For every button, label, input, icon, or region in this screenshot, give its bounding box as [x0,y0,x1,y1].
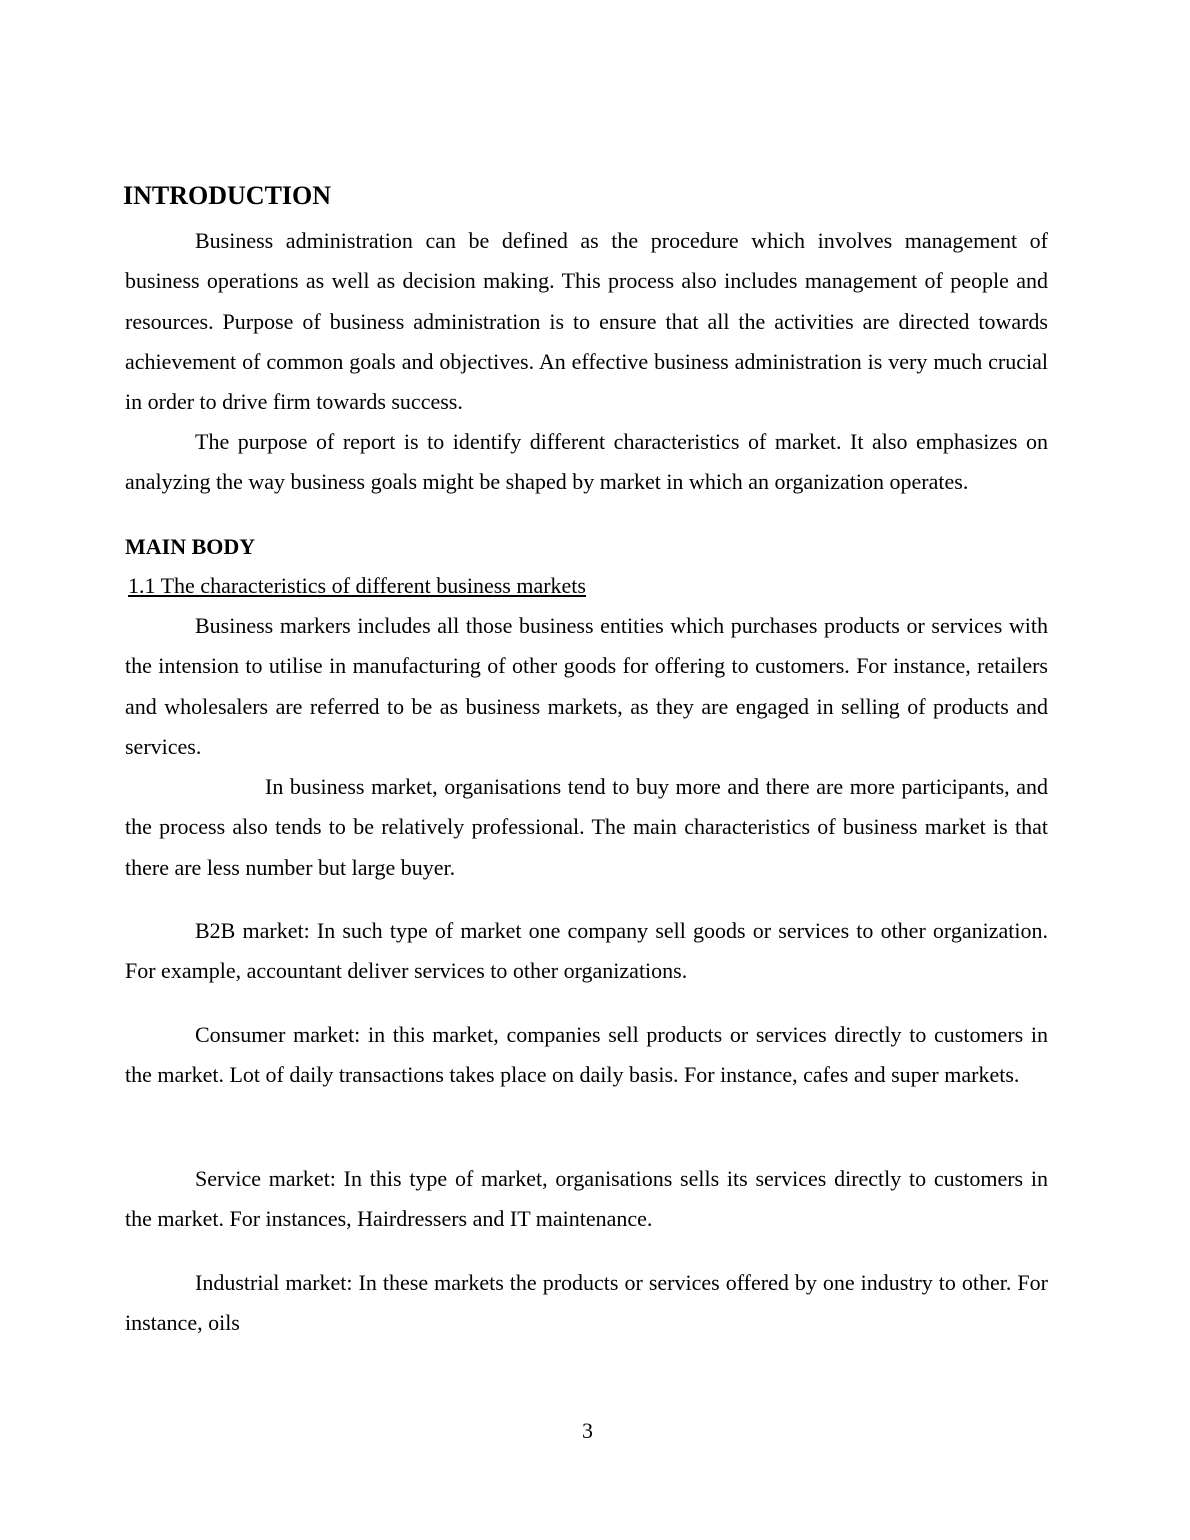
body-paragraph: Service market: In this type of market, organisations sells its services directly to customers in the market. For instances, Hairdressers and IT maintenance. [125,1166,1048,1232]
body-paragraph: Business markers includes all those business entities which purchases products or services with the intension to utilise in manufacturing of other goods for offering to customers. For instance, retailers and wholesalers are referred to be as business markets, as they are engaged in selling of products and services. [125,613,1048,759]
section-heading: 1.1 The characteristics of different business markets [128,573,586,598]
intro-paragraph: The purpose of report is to identify different characteristics of market. It also emphasizes on analyzing the way business goals might be shaped by market in which an organization operates. [125,429,1048,495]
body-paragraph: In business market, organisations tend to buy more and there are more participants, and the process also tends to be relatively professional. The main characteristics of business market is that there are less number but large buyer. [125,774,1048,880]
page-number: 3 [582,1418,593,1443]
body-paragraph: Industrial market: In these markets the products or services offered by one industry to other. For instance, oils [125,1270,1048,1336]
body-paragraph: B2B market: In such type of market one company sell goods or services to other organization. For example, accountant deliver services to other organizations. [125,918,1048,984]
introduction-heading: INTRODUCTION [123,181,332,210]
intro-paragraph: Business administration can be defined as the procedure which involves management of business operations as well as decision making. This process also includes management of people and resources. Purpose of business administration is to ensure that all the activities are directed towards achievement of common goals and objectives. An effective business administration is very much crucial in order to drive firm towards success. [125,228,1048,415]
main-body-heading: MAIN BODY [125,534,256,559]
body-paragraph: Consumer market: in this market, companies sell products or services directly to customers in the market. Lot of daily transactions takes place on daily basis. For instance, cafes and super markets. [125,1022,1048,1088]
